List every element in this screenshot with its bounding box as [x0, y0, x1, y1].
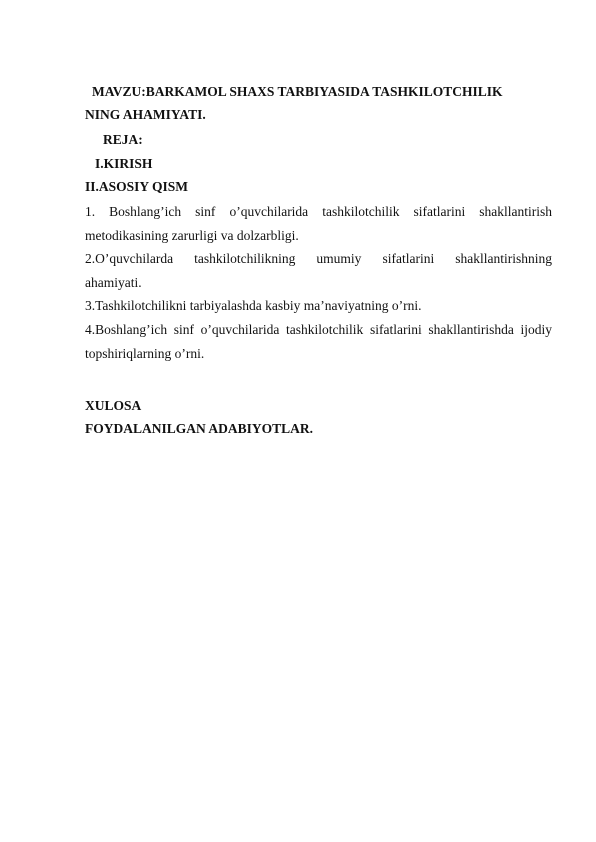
references-heading: FOYDALANILGAN ADABIYOTLAR.: [85, 421, 314, 436]
plan-item-4-line-1: 4.Boshlang’ich sinf o’quvchilarida tashkilotchilik sifatlarini shakllantirishda ijodiy: [85, 322, 552, 337]
title-line-1: MAVZU:BARKAMOL SHAXS TARBIYASIDA TASHKILOTCHILIK: [92, 84, 503, 99]
title-line-2: NING AHAMIYATI.: [85, 107, 206, 122]
section-main: II.ASOSIY QISM: [85, 179, 189, 194]
plan-item-1-line-1: 1. Boshlang’ich sinf o’quvchilarida tashkilotchilik sifatlarini shakllantirish: [85, 204, 552, 219]
plan-item-2-line-1: 2.O’quvchilarda tashkilotchilikning umumiy sifatlarini shakllantirishning: [85, 251, 552, 266]
plan-item-3: 3.Tashkilotchilikni tarbiyalashda kasbiy ma’naviyatning o’rni.: [85, 298, 422, 313]
section-intro: I.KIRISH: [95, 156, 153, 171]
plan-item-4-line-2: topshiriqlarning o’rni.: [85, 346, 205, 361]
plan-item-2-line-2: ahamiyati.: [85, 275, 142, 290]
plan-item-1-line-2: metodikasining zarurligi va dolzarbligi.: [85, 228, 299, 243]
conclusion-heading: XULOSA: [85, 398, 142, 413]
plan-heading: REJA:: [103, 132, 143, 147]
